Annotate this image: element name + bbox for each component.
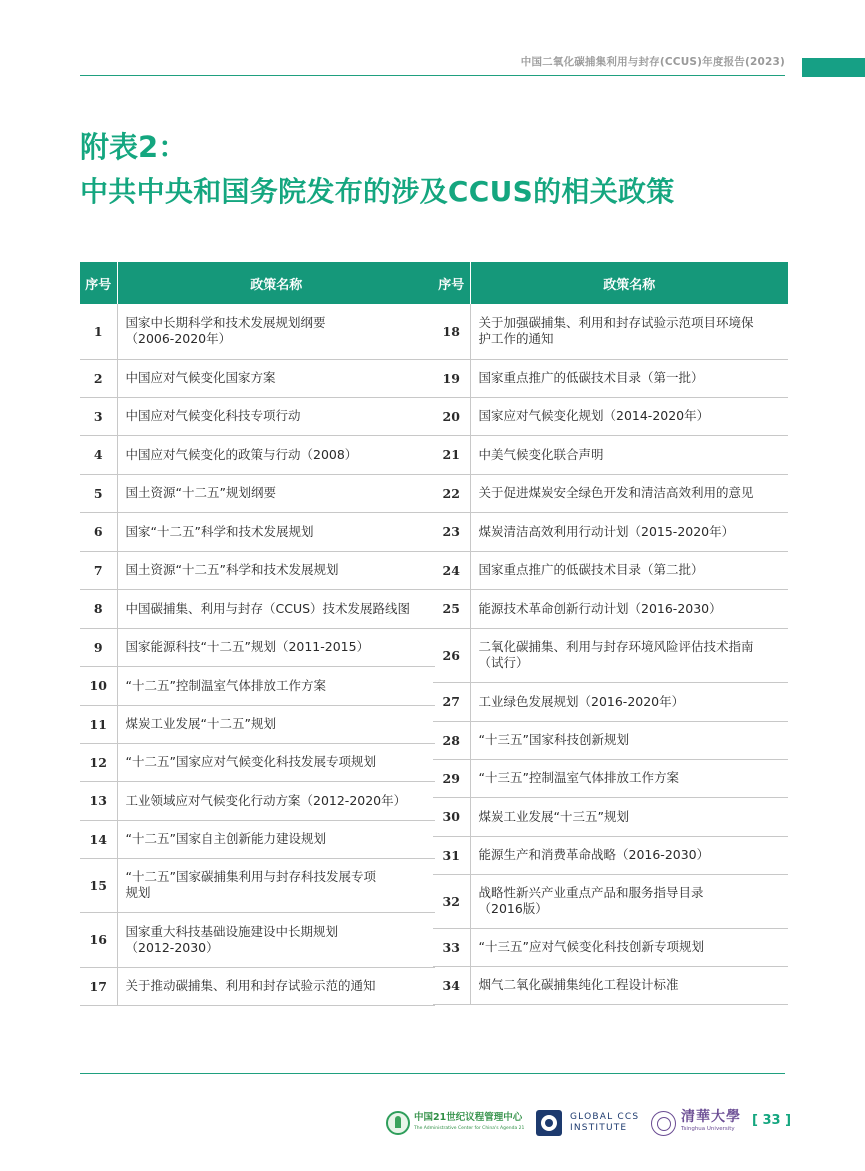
table-row — [80, 589, 435, 628]
row-number: 30 — [433, 797, 470, 836]
row-number: 28 — [433, 721, 470, 759]
policy-name: 中国应对气候变化国家方案 — [117, 359, 435, 397]
table-row — [80, 666, 435, 705]
row-number: 18 — [433, 304, 470, 359]
header-name: 政策名称 — [117, 262, 435, 304]
policy-name: 国家重点推广的低碳技术目录（第一批） — [470, 359, 788, 397]
appendix-label: 附表2： — [80, 130, 188, 164]
row-number: 14 — [80, 820, 117, 858]
policy-name: 国土资源“十二五”科学和技术发展规划 — [117, 551, 435, 589]
row-number: 12 — [80, 743, 117, 781]
header-accent-tab — [802, 58, 865, 77]
row-number: 20 — [433, 397, 470, 435]
table-row — [433, 397, 788, 435]
table-row — [80, 359, 435, 397]
policy-name: 中国碳捕集、利用与封存（CCUS）技术发展路线图 — [117, 589, 435, 628]
footer-divider — [80, 1073, 785, 1074]
tsinghua-name-cn: 清華大學 — [681, 1109, 741, 1125]
row-number: 15 — [80, 858, 117, 912]
row-number: 34 — [433, 966, 470, 1004]
row-number: 31 — [433, 836, 470, 874]
policy-name: “十三五”应对气候变化科技创新专项规划 — [470, 928, 788, 966]
table-row — [433, 304, 788, 359]
policy-name: “十三五”控制温室气体排放工作方案 — [470, 759, 788, 797]
row-number: 32 — [433, 874, 470, 928]
table-header-row — [433, 262, 788, 304]
table-row — [433, 928, 788, 966]
policy-name: “十二五”国家自主创新能力建设规划 — [117, 820, 435, 858]
policy-name: 国家能源科技“十二五”规划（2011-2015） — [117, 628, 435, 666]
policy-name: 能源技术革命创新行动计划（2016-2030） — [470, 589, 788, 628]
policy-table-right — [433, 262, 788, 1005]
table-row — [80, 967, 435, 1005]
table-row — [80, 820, 435, 858]
acca21-logo — [386, 1106, 524, 1140]
policy-name: 中国应对气候变化的政策与行动（2008） — [117, 435, 435, 474]
policy-name: 二氧化碳捕集、利用与封存环境风险评估技术指南 （试行） — [470, 628, 788, 682]
page-number: [ 33 ] — [752, 1113, 792, 1128]
table-row — [80, 397, 435, 435]
policy-name: 工业领域应对气候变化行动方案（2012-2020年） — [117, 781, 435, 820]
table-row — [80, 512, 435, 551]
row-number: 21 — [433, 435, 470, 474]
policy-table-left — [80, 262, 435, 1006]
row-number: 16 — [80, 912, 117, 967]
table-row — [80, 628, 435, 666]
table-row — [433, 474, 788, 512]
table-row — [433, 797, 788, 836]
row-number: 7 — [80, 551, 117, 589]
row-number: 19 — [433, 359, 470, 397]
policy-name: 战略性新兴产业重点产品和服务指导目录 （2016版） — [470, 874, 788, 928]
policy-name: 中国应对气候变化科技专项行动 — [117, 397, 435, 435]
policy-name: “十二五”国家应对气候变化科技发展专项规划 — [117, 743, 435, 781]
policy-name: 烟气二氧化碳捕集纯化工程设计标准 — [470, 966, 788, 1004]
table-row — [433, 359, 788, 397]
table-row — [80, 304, 435, 359]
page-title: 中共中央和国务院发布的涉及CCUS的相关政策 — [80, 175, 675, 208]
row-number: 6 — [80, 512, 117, 551]
row-number: 2 — [80, 359, 117, 397]
policy-name: 关于推动碳捕集、利用和封存试验示范的通知 — [117, 967, 435, 1005]
row-number: 10 — [80, 666, 117, 705]
table-row — [80, 858, 435, 912]
table-row — [433, 836, 788, 874]
row-number: 27 — [433, 682, 470, 721]
acca21-name-cn: 中国21世纪议程管理中心 — [414, 1112, 523, 1123]
row-number: 25 — [433, 589, 470, 628]
row-number: 3 — [80, 397, 117, 435]
table-row — [433, 551, 788, 589]
report-header-title: 中国二氧化碳捕集利用与封存(CCUS)年度报告(2023) — [520, 56, 785, 68]
policy-name: 国家重大科技基础设施建设中长期规划 （2012-2030） — [117, 912, 435, 967]
policy-name: 能源生产和消费革命战略（2016-2030） — [470, 836, 788, 874]
table-row — [433, 682, 788, 721]
policy-name: 国家应对气候变化规划（2014-2020年） — [470, 397, 788, 435]
table-row — [80, 435, 435, 474]
gccsi-logo — [536, 1106, 639, 1140]
row-number: 33 — [433, 928, 470, 966]
policy-name: 关于加强碳捕集、利用和封存试验示范项目环境保 护工作的通知 — [470, 304, 788, 359]
row-number: 29 — [433, 759, 470, 797]
row-number: 23 — [433, 512, 470, 551]
row-number: 4 — [80, 435, 117, 474]
row-number: 24 — [433, 551, 470, 589]
policy-name: 国土资源“十二五”规划纲要 — [117, 474, 435, 512]
row-number: 17 — [80, 967, 117, 1005]
header-num: 序号 — [433, 262, 470, 304]
table-row — [80, 781, 435, 820]
row-number: 26 — [433, 628, 470, 682]
gccsi-emblem-icon — [536, 1110, 562, 1136]
policy-name: 国家重点推广的低碳技术目录（第二批） — [470, 551, 788, 589]
policy-name: “十三五”国家科技创新规划 — [470, 721, 788, 759]
row-number: 1 — [80, 304, 117, 359]
table-row — [433, 512, 788, 551]
row-number: 5 — [80, 474, 117, 512]
policy-name: 关于促进煤炭安全绿色开发和清洁高效利用的意见 — [470, 474, 788, 512]
policy-name: “十二五”国家碳捕集利用与封存科技发展专项 规划 — [117, 858, 435, 912]
policy-name: 煤炭清洁高效利用行动计划（2015-2020年） — [470, 512, 788, 551]
policy-name: 煤炭工业发展“十二五”规划 — [117, 705, 435, 743]
policy-name: 工业绿色发展规划（2016-2020年） — [470, 682, 788, 721]
table-header-row — [80, 262, 435, 304]
policy-name: “十二五”控制温室气体排放工作方案 — [117, 666, 435, 705]
table-row — [80, 912, 435, 967]
header-name: 政策名称 — [470, 262, 788, 304]
gccsi-line2: INSTITUTE — [570, 1123, 628, 1133]
tsinghua-seal-icon — [651, 1111, 676, 1136]
header-divider — [80, 75, 785, 76]
table-row — [80, 743, 435, 781]
row-number: 22 — [433, 474, 470, 512]
row-number: 11 — [80, 705, 117, 743]
table-row — [80, 551, 435, 589]
acca21-name-en: The Administrative Center for China's Agenda 21 — [414, 1126, 525, 1131]
row-number: 8 — [80, 589, 117, 628]
table-row — [433, 759, 788, 797]
table-row — [433, 628, 788, 682]
tsinghua-logo — [651, 1106, 741, 1140]
row-number: 13 — [80, 781, 117, 820]
table-row — [80, 474, 435, 512]
acca21-emblem-icon — [386, 1111, 410, 1135]
policy-name: 国家“十二五”科学和技术发展规划 — [117, 512, 435, 551]
policy-name: 国家中长期科学和技术发展规划纲要 （2006-2020年） — [117, 304, 435, 359]
table-row — [433, 721, 788, 759]
tsinghua-name-en: Tsinghua University — [681, 1126, 735, 1132]
gccsi-line1: GLOBAL CCS — [570, 1112, 640, 1122]
policy-name: 煤炭工业发展“十三五”规划 — [470, 797, 788, 836]
policy-name: 中美气候变化联合声明 — [470, 435, 788, 474]
table-row — [433, 966, 788, 1004]
table-row — [433, 874, 788, 928]
header-num: 序号 — [80, 262, 117, 304]
table-row — [80, 705, 435, 743]
table-row — [433, 589, 788, 628]
table-row — [433, 435, 788, 474]
row-number: 9 — [80, 628, 117, 666]
